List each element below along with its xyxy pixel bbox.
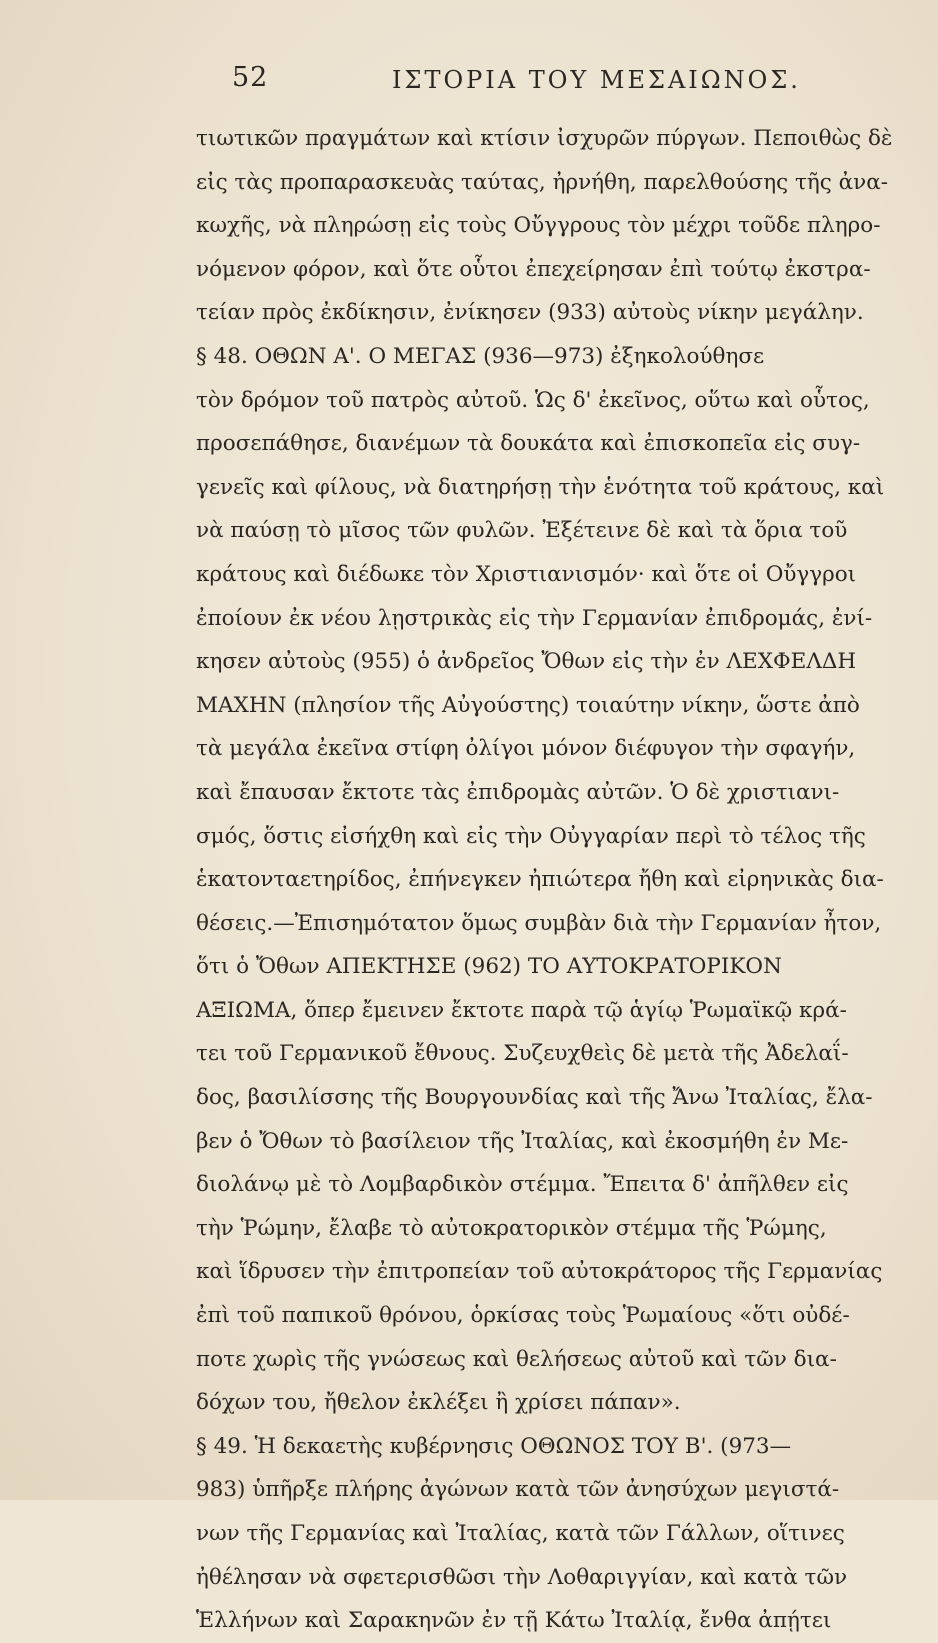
text-line: βεν ὁ Ὄθων τὸ βασίλειον τῆς Ἰταλίας, καὶ ἐκοσμήθη ἐν Με- [196,1128,849,1154]
text-line: ΑΞΙΩΜΑ, ὅπερ ἔμεινεν ἔκτοτε παρὰ τῷ ἁγίῳ Ῥωμαϊκῷ κρά- [196,997,847,1023]
text-line: δος, βασιλίσσης τῆς Βουργουνδίας καὶ τῆς Ἄνω Ἰταλίας, ἔλα- [196,1085,873,1111]
text-line: τιωτικῶν πραγμάτων καὶ κτίσιν ἰσχυρῶν πύργων. Πεποιθὼς δὲ [196,126,892,151]
text-line: νὰ παύσῃ τὸ μῖσος τῶν φυλῶν. Ἐξέτεινε δὲ καὶ τὰ ὅρια τοῦ [196,518,848,544]
page-number: 52 [232,62,269,93]
text-line: θέσεις.—Ἐπισημότατον ὅμως συμβὰν διὰ τὴν Γερμανίαν ἦτον, [196,910,882,936]
text-line: 983) ὑπῆρξε πλήρης ἀγώνων κατὰ τῶν ἀνησύχων μεγιστά- [196,1477,840,1503]
text-line: δόχων του, ἤθελον ἐκλέξει ἢ χρίσει πάπαν». [196,1390,681,1416]
text-line: σμός, ὅστις εἰσήχθη καὶ εἰς τὴν Οὐγγαρίαν περὶ τὸ τέλος τῆς [196,823,866,849]
text-line: ἑκατονταετηρίδος, ἐπήνεγκεν ἠπιώτερα ἤθη καὶ εἰρηνικὰς δια- [196,867,884,893]
text-line: ὅτι ὁ Ὄθων ΑΠΕΚΤΗΣΕ (962) ΤΟ ΑΥΤΟΚΡΑΤΟΡΙΚΟΝ [196,954,782,980]
text-line: γενεῖς καὶ φίλους, νὰ διατηρήσῃ τὴν ἑνότητα τοῦ κράτους, καὶ [196,474,885,500]
text-line: τείαν πρὸς ἐκδίκησιν, ἐνίκησεν (933) αὐτοὺς νίκην μεγάλην. [196,300,864,326]
text-line: κωχῆς, νὰ πληρώσῃ εἰς τοὺς Οὔγγρους τὸν μέχρι τοῦδε πληρο- [196,213,881,239]
text-line: κησεν αὐτοὺς (955) ὁ ἀνδρεῖος Ὄθων εἰς τὴν ἐν ΛΕΧΦΕΛΔΗ [196,649,857,675]
text-line: προσεπάθησε, διανέμων τὰ δουκάτα καὶ ἐπισκοπεῖα εἰς συγ- [196,431,861,457]
body-text [196,117,892,1643]
text-line: καὶ ἔπαυσαν ἔκτοτε τὰς ἐπιδρομὰς αὐτῶν. Ὁ δὲ χριστιανι- [196,779,840,805]
text-line: διολάνῳ μὲ τὸ Λομβαρδικὸν στέμμα. Ἔπειτα δ' ἀπῆλθεν εἰς [196,1172,849,1198]
text-line: τὴν Ῥώμην, ἔλαβε τὸ αὐτοκρατορικὸν στέμμα τῆς Ῥώμης, [196,1215,827,1241]
text-line: τὸν δρόμον τοῦ πατρὸς αὐτοῦ. Ὡς δ' ἐκεῖνος, οὕτω καὶ οὗτος, [196,387,870,413]
text-line: κράτους καὶ διέδωκε τὸν Χριστιανισμόν· καὶ ὅτε οἱ Οὔγγροι [196,561,857,587]
text-line: ἐποίουν ἐκ νέου λῃστρικὰς εἰς τὴν Γερμανίαν ἐπιδρομάς, ἐνί- [196,605,873,631]
running-title: ΙΣΤΟΡΙΑ ΤΟΥ ΜΕΣΑΙΩΝΟΣ. [392,66,801,94]
text-line: ποτε χωρὶς τῆς γνώσεως καὶ θελήσεως αὐτοῦ καὶ τῶν δια- [196,1346,837,1372]
text-line: νόμενον φόρον, καὶ ὅτε οὗτοι ἐπεχείρησαν ἐπὶ τούτῳ ἐκστρα- [196,256,871,282]
text-line: τει τοῦ Γερμανικοῦ ἔθνους. Συζευχθεὶς δὲ μετὰ τῆς Ἀδελαΐ- [196,1041,849,1067]
text-line: νων τῆς Γερμανίας καὶ Ἰταλίας, κατὰ τῶν Γάλλων, οἵτινες [196,1521,845,1546]
page-header [232,62,878,106]
text-line: § 49. Ἡ δεκαετὴς κυβέρνησις ΟΘΩΝΟΣ ΤΟΥ Β'. (973— [196,1433,792,1459]
text-line: ἐπὶ τοῦ παπικοῦ θρόνου, ὁρκίσας τοὺς Ῥωμαίους «ὅτι οὐδέ- [196,1303,850,1329]
text-line: τὰ μεγάλα ἐκεῖνα στίφη ὀλίγοι μόνον διέφυγον τὴν σφαγήν, [196,736,856,762]
text-line: καὶ ἵδρυσεν τὴν ἐπιτροπείαν τοῦ αὐτοκράτορος τῆς Γερμανίας [196,1259,883,1285]
text-line: ΜΑΧΗΝ (πλησίον τῆς Αὐγούστης) τοιαύτην νίκην, ὥστε ἀπὸ [196,692,860,718]
text-line: ἠθέλησαν νὰ σφετερισθῶσι τὴν Λοθαριγγίαν, καὶ κατὰ τῶν [196,1564,848,1590]
text-line: Ἑλλήνων καὶ Σαρακηνῶν ἐν τῇ Κάτω Ἰταλίᾳ, ἔνθα ἀπῄτει [196,1608,832,1634]
text-line: § 48. ΟΘΩΝ Α'. Ο ΜΕΓΑΣ (936—973) ἐξηκολούθησε [196,343,765,369]
text-line: εἰς τὰς προπαρασκευὰς ταύτας, ἠρνήθη, παρελθούσης τῆς ἀνα- [196,169,889,195]
